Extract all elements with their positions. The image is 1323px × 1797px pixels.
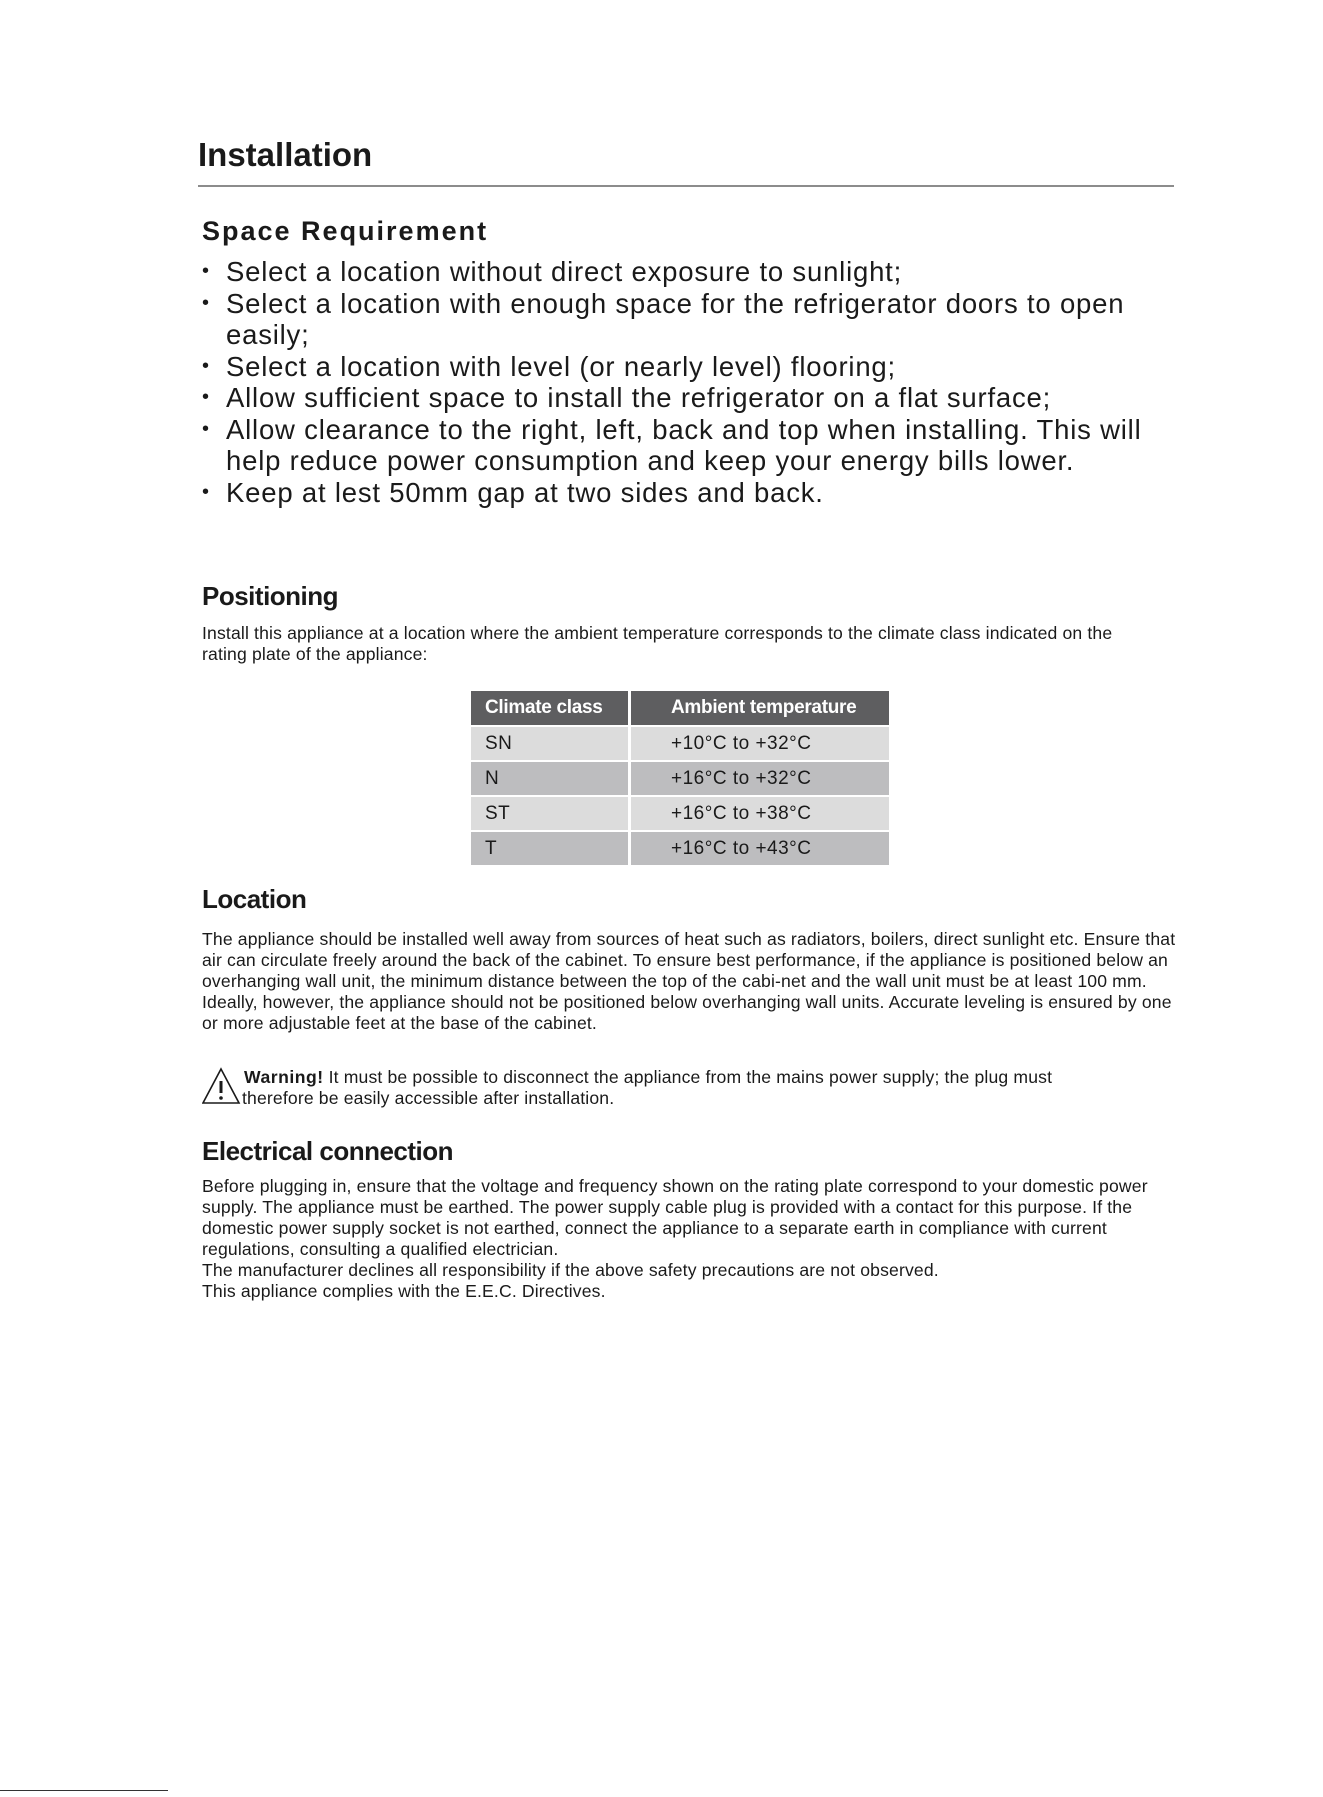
- footer-divider: [0, 1790, 168, 1791]
- electrical-text: [202, 1176, 1192, 1302]
- climate-class-table: [471, 691, 889, 865]
- list-item: • Allow sufficient space to install the refrigerator on a flat surface;: [202, 382, 1052, 413]
- climate-class-cell: SN: [471, 725, 631, 760]
- climate-class-cell: ST: [471, 795, 631, 830]
- climate-class-cell: N: [471, 760, 631, 795]
- list-item: • Keep at lest 50mm gap at two sides and back.: [202, 476, 824, 508]
- temperature-cell: +16°C to +32°C: [631, 760, 889, 795]
- warning-label: Warning!: [244, 1067, 324, 1087]
- column-header-ambient-temperature: Ambient temperature: [631, 691, 889, 725]
- positioning-heading: Positioning: [202, 581, 339, 611]
- location-heading: Location: [202, 884, 307, 914]
- bullet-icon: •: [202, 354, 210, 377]
- warning-notice: [202, 1067, 1192, 1109]
- list-item: • Select a location with level (or nearly level) flooring;: [202, 350, 896, 382]
- table-row: [471, 760, 889, 795]
- table-row: [471, 725, 889, 760]
- location-text: The appliance should be installed well away from sources of heat such as radiators, boilers, direct sunlight etc. Ensure that air can circulate freely around the back of the cabinet. To ensure best performance, if the appliance is positioned below an overhanging wall unit, the minimum distance between the top of the cabi-net and the wall unit must be at least 100 mm. Ideally, however, the appliance should not be positioned below overhanging wall units. Accurate leveling is ensured by one or more adjustable feet at the base of the cabinet.: [202, 929, 1176, 1033]
- bullet-icon: •: [202, 260, 210, 282]
- title-divider: [198, 185, 1174, 187]
- temperature-cell: +16°C to +38°C: [631, 795, 889, 830]
- electrical-connection-heading: Electrical connection: [202, 1136, 454, 1166]
- bullet-icon: •: [202, 480, 210, 503]
- table-row: [471, 830, 889, 865]
- warning-triangle-icon: [202, 1067, 244, 1107]
- climate-class-cell: T: [471, 830, 631, 865]
- table-row: [471, 795, 889, 830]
- bullet-icon: •: [202, 417, 210, 440]
- paragraph: This appliance complies with the E.E.C. Directives.: [202, 1281, 606, 1301]
- bullet-icon: •: [202, 386, 210, 408]
- table-header-row: [471, 691, 889, 725]
- temperature-cell: +10°C to +32°C: [631, 725, 889, 760]
- page-title: Installation: [198, 136, 373, 173]
- paragraph: Before plugging in, ensure that the voltage and frequency shown on the rating plate correspond to your domestic power supply. The appliance must be earthed. The power supply cable plug is provided with a contact for this purpose. If the domestic power supply socket is not earthed, connect the appliance to a separate earth in compliance with current regulations, consulting a qualified electrician.: [202, 1176, 1148, 1259]
- list-item: • Allow clearance to the right, left, back and top when installing. This will help reduce power consumption and keep your energy bills lower.: [202, 413, 1142, 476]
- space-requirement-list: [202, 256, 1192, 508]
- column-header-climate-class: Climate class: [471, 691, 631, 725]
- bullet-icon: •: [202, 291, 210, 314]
- warning-text: It must be possible to disconnect the appliance from the mains power supply; the plug must: [323, 1067, 1053, 1087]
- warning-text: therefore be easily accessible after installation.: [242, 1088, 615, 1108]
- temperature-cell: +16°C to +43°C: [631, 830, 889, 865]
- paragraph: The manufacturer declines all responsibility if the above safety precautions are not observed.: [202, 1260, 939, 1280]
- positioning-text: Install this appliance at a location where the ambient temperature corresponds to the climate class indicated on the rating plate of the appliance:: [202, 623, 1113, 664]
- list-item: • Select a location without direct exposure to sunlight;: [202, 256, 903, 287]
- list-item: • Select a location with enough space for the refrigerator doors to open easily;: [202, 287, 1125, 350]
- space-requirement-heading: Space Requirement: [202, 216, 489, 246]
